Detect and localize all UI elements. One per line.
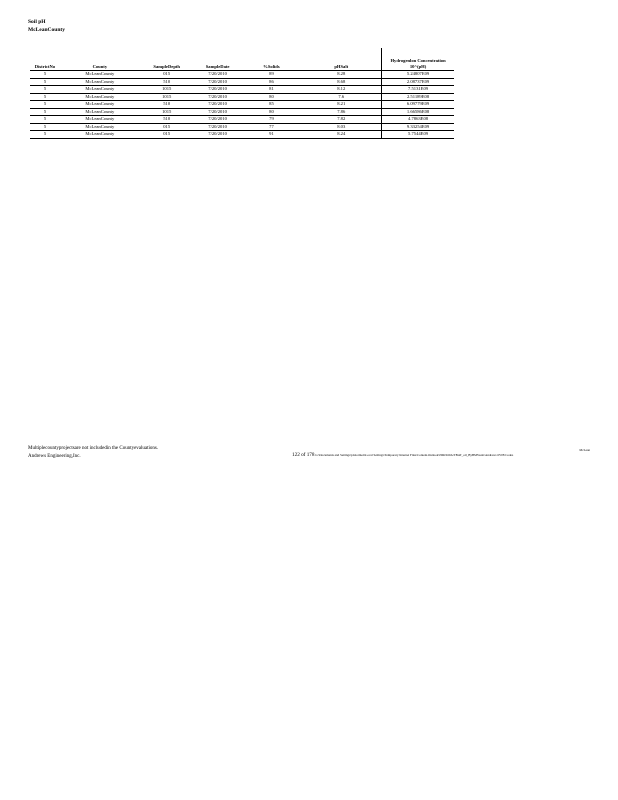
table-cell: 8.03: [337, 123, 346, 129]
table-cell: 2.08737E09: [382, 78, 454, 86]
table-cell: McLeanCounty: [85, 101, 115, 106]
table-row: [30, 93, 454, 101]
table-cell: 5: [43, 71, 47, 76]
table-cell: 7.6: [338, 93, 345, 99]
table-cell: 1.66586E08: [382, 108, 454, 116]
col-header-district: DistrictNo: [34, 64, 56, 69]
table-row: [30, 71, 454, 79]
table-body: [30, 71, 454, 139]
table-cell: 5: [43, 86, 47, 91]
table-cell: 2.51189E08: [382, 93, 454, 101]
table-cell: 7/20/2010: [208, 78, 227, 84]
table-cell: McLeanCounty: [85, 123, 115, 129]
file-path: G:\Documents and Settings\jdolormon\Local Settings\Temporary Internet Files\Content.Outlook\N6KS60A\TBAT_oil_ByBMSvent\Andrews 6V08 Codes: [315, 453, 514, 457]
table-row: [30, 116, 454, 124]
footer-company: Andrews Engineering,Inc.: [28, 454, 81, 459]
table-cell: 015: [163, 131, 171, 136]
table-cell: 015: [163, 71, 171, 76]
footer-right: [292, 448, 590, 458]
table-cell: 5.24807E09: [382, 71, 454, 79]
table-cell: 7.5131E09: [382, 86, 454, 94]
table-cell: 6.09779E09: [382, 101, 454, 109]
table-row: [30, 123, 454, 131]
table-cell: 5.7544E09: [382, 131, 454, 139]
table-cell: 81: [269, 86, 274, 91]
table-cell: McLeanCounty: [85, 131, 115, 136]
table-cell: 7/20/2010: [208, 108, 227, 114]
table-cell: 8.24: [337, 131, 346, 136]
table-cell: 5: [43, 131, 47, 136]
table-cell: McLeanCounty: [85, 71, 115, 76]
table-cell: 5: [43, 93, 47, 99]
table-cell: 7/20/2010: [208, 123, 227, 129]
table-cell: 8.21: [337, 101, 346, 106]
col-header-hydrogen-line1: Hydrogenlon Concentration: [390, 58, 446, 63]
table-cell: 86: [269, 78, 274, 84]
table-cell: 7/20/2010: [208, 93, 227, 99]
table-row: [30, 101, 454, 109]
table-cell: McLeanCounty: [85, 108, 115, 114]
report-subtitle: McLeanCounty: [28, 27, 65, 33]
table-cell: 89: [269, 71, 274, 76]
table-cell: 1015: [162, 93, 172, 99]
table-cell: 85: [269, 101, 274, 106]
table-cell: McLeanCounty: [85, 116, 115, 121]
table-cell: 5: [43, 78, 47, 84]
table-cell: 5: [43, 108, 47, 114]
table-cell: 9.33254E09: [382, 123, 454, 131]
col-header-county: County: [92, 64, 108, 69]
table-cell: 79: [269, 116, 274, 121]
table-cell: 7.86: [337, 108, 346, 114]
col-header-sample-date: SampleDate: [205, 64, 230, 69]
table-row: [30, 78, 454, 86]
table-cell: McLeanCounty: [85, 86, 115, 91]
table-cell: 8.12: [337, 86, 346, 91]
page-number: 122 of 178: [292, 452, 315, 458]
table-row: [30, 86, 454, 94]
table-cell: 510: [163, 78, 171, 84]
table-cell: 7/20/2010: [208, 86, 227, 91]
table-cell: 7/20/2010: [208, 101, 227, 106]
col-header-hydrogen: [382, 48, 454, 71]
table-cell: 5: [43, 101, 47, 106]
table-cell: 77: [269, 123, 274, 129]
table-cell: 5: [43, 116, 47, 121]
table-cell: 1015: [162, 108, 172, 114]
table-cell: 80: [269, 108, 274, 114]
soil-ph-table: [30, 48, 454, 139]
table-cell: 8.28: [337, 71, 346, 76]
table-header-row: [30, 48, 454, 71]
table-cell: 5: [43, 123, 47, 129]
table-cell: 7.82: [337, 116, 346, 121]
col-header-sample-depth: SampleDepth: [153, 64, 180, 69]
table-cell: 80: [269, 93, 274, 99]
table-cell: 7/20/2010: [208, 71, 227, 76]
table-cell: 7/20/2010: [208, 116, 227, 121]
table-cell: 4.7863E08: [382, 116, 454, 124]
col-header-hydrogen-line2: 10^(pH): [409, 64, 427, 69]
col-header-ph-salt: pHSalt: [334, 64, 349, 69]
table-row: [30, 131, 454, 139]
footer-note: Multiplecountyprojectsare not includedin the Countyevaluations.: [28, 446, 159, 451]
table-cell: 8.68: [337, 78, 346, 84]
table-cell: 510: [163, 101, 171, 106]
table-cell: 91: [269, 131, 274, 136]
col-header-solids: %Solids: [263, 64, 280, 69]
report-title: Soil pH: [28, 19, 46, 25]
title-block: [28, 18, 65, 34]
footer-left: [28, 445, 158, 461]
table-cell: 1015: [162, 86, 172, 91]
table-cell: 7/20/2010: [208, 131, 227, 136]
table-cell: 015: [163, 123, 171, 129]
table-cell: 510: [163, 116, 171, 121]
footer-county-tag: McLean: [579, 448, 590, 452]
table-cell: McLeanCounty: [85, 78, 115, 84]
table-cell: McLeanCounty: [85, 93, 115, 99]
table-row: [30, 108, 454, 116]
